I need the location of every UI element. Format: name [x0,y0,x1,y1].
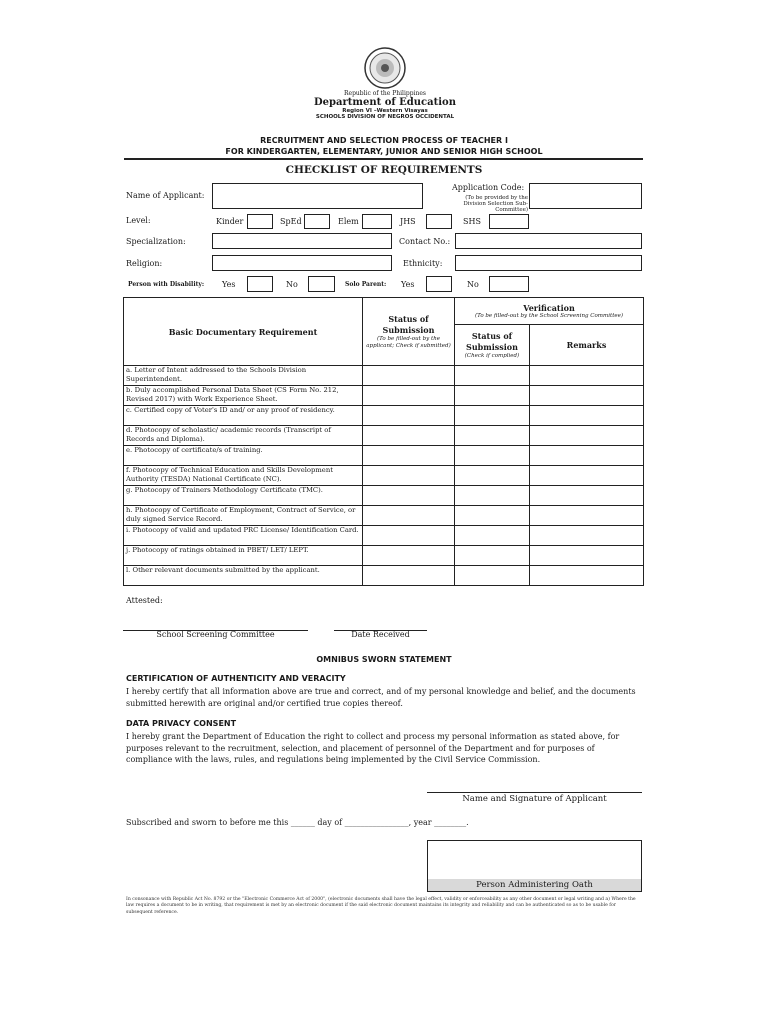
remarks-cell[interactable] [530,546,644,566]
solo-yes-checkbox[interactable] [426,276,452,292]
applicant-status-cell[interactable] [363,446,455,466]
committee-status-cell[interactable] [455,466,530,486]
level-shs-label: SHS [463,217,481,226]
ethnicity-input[interactable] [455,255,642,271]
pwd-yes-checkbox[interactable] [247,276,273,292]
privacy-title: DATA PRIVACY CONSENT [126,719,237,728]
committee-status-cell[interactable] [455,446,530,466]
committee-status-cell[interactable] [455,386,530,406]
pwd-yes-label: Yes [222,280,236,289]
requirement-text: b. Duly accomplished Personal Data Sheet (CS Form No. 212, Revised 2017) with Work Experience Sheet. [124,386,363,406]
solo-yes-label: Yes [401,280,415,289]
cert-text: I hereby certify that all information above are true and correct, and of my personal knowledge and belief, and the documents submitted herewith are original and/or certified true copies thereof. [126,687,636,708]
committee-status-cell[interactable] [455,366,530,386]
specialization-label: Specialization: [126,237,186,246]
app-code-note: (To be provided by the Division Selection Sub-Committee) [463,195,528,213]
contact-label: Contact No.: [399,237,451,246]
table-row [124,426,644,446]
checklist-title: CHECKLIST OF REQUIREMENTS [285,164,483,176]
cert-title: CERTIFICATION OF AUTHENTICITY AND VERACITY [126,674,346,683]
remarks-cell[interactable] [530,406,644,426]
table-row [124,406,644,426]
col-remarks-header: Remarks [530,325,644,366]
applicant-status-cell[interactable] [363,526,455,546]
committee-label: School Screening Committee [156,630,275,639]
requirement-text: a. Letter of Intent addressed to the Schools Division Superintendent. [124,366,363,386]
remarks-cell[interactable] [530,426,644,446]
region-text: Region VI –Western Visayas [342,108,428,114]
requirement-text: d. Photocopy of scholastic/ academic records (Transcript of Records and Diploma). [124,426,363,446]
applicant-status-cell[interactable] [363,566,455,586]
requirements-table [123,297,644,586]
title-divider [124,158,643,160]
applicant-status-cell[interactable] [363,466,455,486]
table-row [124,546,644,566]
level-kinder-label: Kinder [216,217,244,226]
table-row [124,466,644,486]
level-sped-label: SpEd [280,217,302,226]
col-requirement-header: Basic Documentary Requirement [124,298,363,366]
applicant-status-cell[interactable] [363,406,455,426]
requirement-text: l. Other relevant documents submitted by the applicant. [124,566,363,586]
remarks-cell[interactable] [530,446,644,466]
department-text: Department of Education [314,97,456,108]
pwd-no-checkbox[interactable] [308,276,335,292]
table-row [124,526,644,546]
religion-label: Religion: [126,259,163,268]
level-sped-checkbox[interactable] [304,214,330,229]
applicant-status-cell[interactable] [363,366,455,386]
committee-status-cell[interactable] [455,406,530,426]
privacy-text: I hereby grant the Department of Education the right to collect and process my personal information as stated above, for purposes relevant to the recruitment, selection, and placement of personnel of the Department and for purposes of compliance with the laws, rules, and regulations being implemented by the Civil Service Commission. [126,732,620,764]
col-status-header: Status of Submission (To be filled-out by the applicant; Check if submitted) [363,298,455,366]
remarks-cell[interactable] [530,566,644,586]
solo-no-label: No [467,280,479,289]
remarks-cell[interactable] [530,486,644,506]
division-text: SCHOOLS DIVISION OF NEGROS OCCIDENTAL [315,114,455,120]
applicant-signature-line[interactable] [427,792,642,793]
level-elem-label: Elem [338,217,359,226]
contact-input[interactable] [455,233,642,249]
level-jhs-checkbox[interactable] [426,214,452,229]
pwd-label: Person with Disability: [128,281,205,288]
committee-status-cell[interactable] [455,486,530,506]
deped-seal-icon [364,47,406,89]
committee-status-cell[interactable] [455,426,530,446]
table-row [124,486,644,506]
applicant-status-cell[interactable] [363,546,455,566]
committee-status-cell[interactable] [455,546,530,566]
committee-status-cell[interactable] [455,526,530,546]
level-label: Level: [126,216,151,225]
applicant-status-cell[interactable] [363,486,455,506]
republic-text: Republic of the Philippines [344,90,426,97]
remarks-cell[interactable] [530,466,644,486]
oath-label: Person Administering Oath [428,879,641,891]
remarks-cell[interactable] [530,386,644,406]
committee-status-cell[interactable] [455,566,530,586]
footer-note: In consonance with Republic Act No. 8792 or the "Electronic Commerce Act of 2000", (electronic documents shall have the legal effect, validity or enforceability as any other document or legal writing and a) Where the law requires a document to be in writing, that requirement is met by an electronic document if the said electronic document maintains its integrity and reliability and can be authenticated so as to be usable for subsequent reference. [126,897,636,915]
remarks-cell[interactable] [530,366,644,386]
requirement-text: g. Photocopy of Trainers Methodology Certificate (TMC). [124,486,363,506]
col-status2-header: Status of Submission (Check if complied) [455,325,530,366]
specialization-input[interactable] [212,233,392,249]
omnibus-title: OMNIBUS SWORN STATEMENT [316,655,452,664]
pwd-no-label: No [286,280,298,289]
applicant-status-cell[interactable] [363,426,455,446]
religion-input[interactable] [212,255,392,271]
applicant-signature-label: Name and Signature of Applicant [462,794,607,804]
name-input[interactable] [212,183,423,209]
committee-status-cell[interactable] [455,506,530,526]
level-kinder-checkbox[interactable] [247,214,273,229]
solo-no-checkbox[interactable] [489,276,529,292]
applicant-status-cell[interactable] [363,386,455,406]
sworn-text: Subscribed and sworn to before me this ______ day of ________________, year ________. [126,818,469,827]
level-shs-checkbox[interactable] [489,214,529,229]
table-row [124,566,644,586]
requirement-text: e. Photocopy of certificate/s of training. [124,446,363,466]
solo-label: Solo Parent: [345,281,387,288]
table-row [124,366,644,386]
table-row [124,506,644,526]
app-code-label: Application Code: [452,183,525,192]
requirement-text: h. Photocopy of Certificate of Employment, Contract of Service, or duly signed Service Record. [124,506,363,526]
requirement-text: j. Photocopy of ratings obtained in PBET/ LET/ LEPT. [124,546,363,566]
requirement-text: f. Photocopy of Technical Education and Skills Development Authority (TESDA) National Certificate (NC). [124,466,363,486]
applicant-status-cell[interactable] [363,506,455,526]
name-label: Name of Applicant: [126,191,205,200]
title-line-1: RECRUITMENT AND SELECTION PROCESS OF TEACHER I [260,136,508,145]
app-code-input[interactable] [529,183,642,209]
level-jhs-label: JHS [400,217,416,226]
table-row [124,386,644,406]
col-verification-header: Verification (To be filled-out by the School Screening Committee) [455,298,644,325]
title-line-2: FOR KINDERGARTEN, ELEMENTARY, JUNIOR AND SENIOR HIGH SCHOOL [225,147,543,156]
table-row [124,446,644,466]
date-received-label: Date Received [351,630,410,639]
remarks-cell[interactable] [530,506,644,526]
requirement-text: i. Photocopy of valid and updated PRC License/ Identification Card. [124,526,363,546]
ethnicity-label: Ethnicity: [403,259,443,268]
level-elem-checkbox[interactable] [362,214,392,229]
remarks-cell[interactable] [530,526,644,546]
requirement-text: c. Certified copy of Voter's ID and/ or any proof of residency. [124,406,363,426]
attested-label: Attested: [126,596,163,605]
